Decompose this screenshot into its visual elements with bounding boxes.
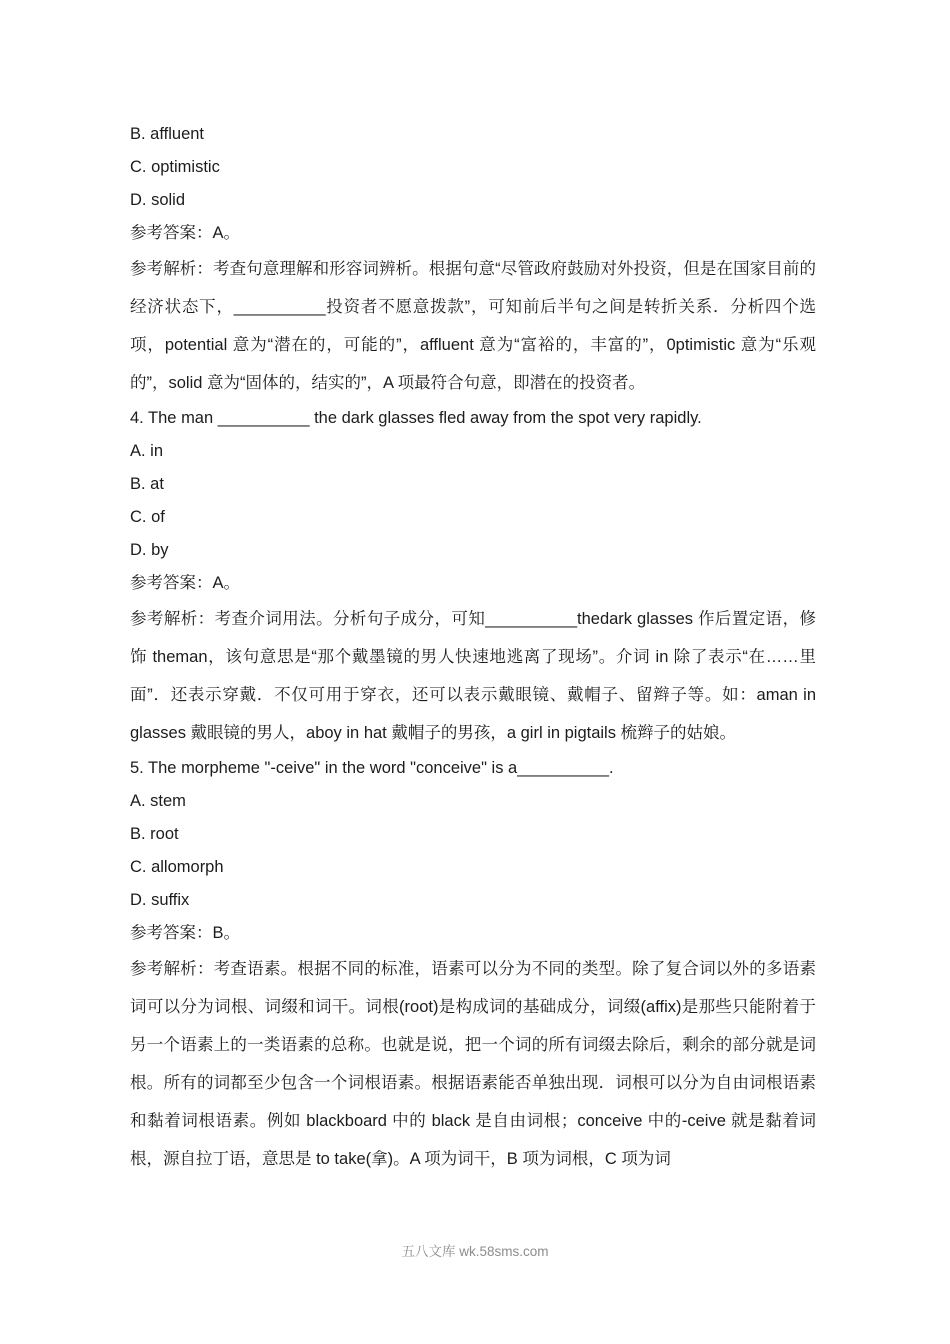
option-line: D. by [130, 541, 169, 559]
option-line: A. in [130, 442, 164, 460]
reference-analysis: 参考解析：考查语素。根据不同的标准，语素可以分为不同的类型。除了复合词以外的多语素词可以分为词根、词缀和词干。词根(root)是构成词的基础成分，词缀(affix)是那些只能附着于另一个语素上的一类语素的总称。也就是说，把一个词的所有词缀去除后，剩余的部分就是词根。所有的词都至少包含一个词根语素。根据语素能否单独出现．词根可以分为自由词根语素和黏着词根语素。例如 blackboard 中的 black 是自由词根；conceive 中的-ceive 就是黏着词根，源自拉丁语，意思是 to take(拿)。A 项为词干，B 项为词根，C 项为词 [130, 960, 816, 1168]
question-stem: 4. The man __________ the dark glasses fled away from the spot very rapidly. [130, 409, 702, 427]
option-line: D. suffix [130, 891, 190, 909]
document-content [130, 118, 821, 1178]
option-line: A. stem [130, 792, 186, 810]
page-footer [0, 1242, 950, 1262]
question-stem: 5. The morpheme "-ceive" in the word "conceive" is a__________. [130, 759, 614, 777]
option-line: B. root [130, 825, 179, 843]
reference-answer: 参考答案：B。 [130, 924, 241, 942]
reference-analysis: 参考解析：考查介词用法。分析句子成分，可知__________thedark glasses 作后置定语，修饰 theman，该句意思是“那个戴墨镜的男人快速地逃离了现场”。介词 in 除了表示“在……里面”．还表示穿戴．不仅可用于穿衣，还可以表示戴眼镜、戴帽子、留辫子等。如：aman in glasses 戴眼镜的男人，aboy in hat 戴帽子的男孩，a girl in pigtails 梳辫子的姑娘。 [130, 610, 821, 742]
reference-answer: 参考答案：A。 [130, 574, 241, 592]
reference-analysis: 参考解析：考查句意理解和形容词辨析。根据句意“尽管政府鼓励对外投资，但是在国家目前的经济状态下，__________投资者不愿意拨款”，可知前后半句之间是转折关系．分析四个选项，potential 意为“潜在的，可能的”，affluent 意为“富裕的，丰富的”，0ptimistic 意为“乐观的”，solid 意为“固体的，结实的”，A 项最符合句意，即潜在的投资者。 [130, 260, 816, 392]
footer-watermark: 五八文库 wk.58sms.com [401, 1244, 549, 1259]
option-line: C. allomorph [130, 858, 224, 876]
option-line: B. at [130, 475, 164, 493]
option-line: C. optimistic [130, 158, 220, 176]
reference-answer: 参考答案：A。 [130, 224, 241, 242]
option-line: B. affluent [130, 125, 205, 143]
option-line: C. of [130, 508, 165, 526]
option-line: D. solid [130, 191, 186, 209]
